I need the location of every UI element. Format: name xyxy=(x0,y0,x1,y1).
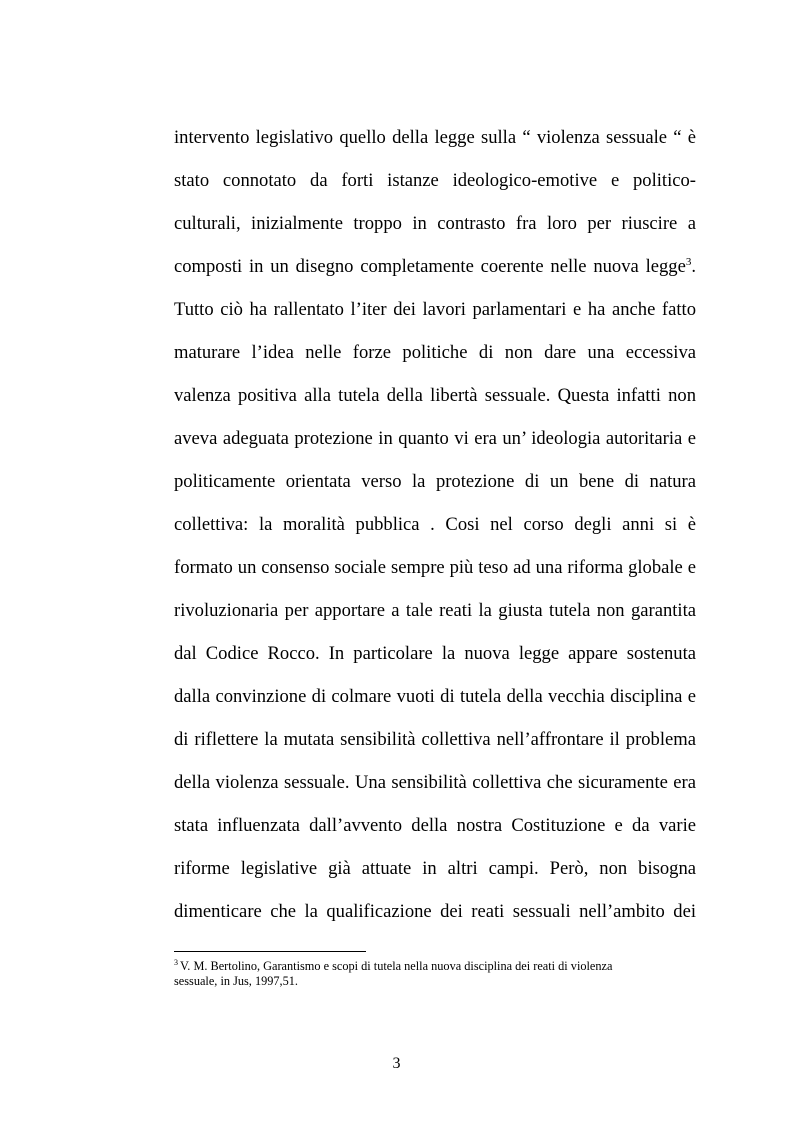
footnote xyxy=(174,959,674,989)
text-line: riforme legislative già attuate in altri campi. Però, non bisogna xyxy=(174,858,696,879)
text-line-with-footnote-ref xyxy=(174,255,696,279)
footnote-marker: 3 xyxy=(174,958,178,967)
text-line: di riflettere la mutata sensibilità collettiva nell’affrontare il problema xyxy=(174,729,696,750)
text-line: stata influenzata dall’avvento della nostra Costituzione e da varie xyxy=(174,815,696,836)
footnote-text: V. M. Bertolino, Garantismo e scopi di tutela nella nuova disciplina dei reati di violenza xyxy=(180,959,613,973)
text-line: aveva adeguata protezione in quanto vi era un’ ideologia autoritaria e xyxy=(174,428,696,449)
text-line: collettiva: la moralità pubblica . Cosi nel corso degli anni si è xyxy=(174,514,696,535)
text-line: dimenticare che la qualificazione dei reati sessuali nell’ambito dei xyxy=(174,901,696,922)
text-line: maturare l’idea nelle forze politiche di non dare una eccessiva xyxy=(174,342,696,363)
page-number: 3 xyxy=(392,1055,401,1072)
text-line: culturali, inizialmente troppo in contrasto fra loro per riuscire a xyxy=(174,213,696,234)
text-line-content: composti in un disegno completamente coerente nelle nuova legge xyxy=(174,256,686,277)
footnote-line: sessuale, in Jus, 1997,51. xyxy=(174,974,298,988)
text-line: Tutto ciò ha rallentato l’iter dei lavori parlamentari e ha anche fatto xyxy=(174,299,696,320)
footnote-reference[interactable]: 3 xyxy=(685,256,692,268)
text-line: intervento legislativo quello della legge sulla “ violenza sessuale “ è xyxy=(174,127,696,148)
text-line: dalla convinzione di colmare vuoti di tutela della vecchia disciplina e xyxy=(174,686,696,707)
text-line: dal Codice Rocco. In particolare la nuova legge appare sostenuta xyxy=(174,643,696,664)
text-line: formato un consenso sociale sempre più teso ad una riforma globale e xyxy=(174,557,696,578)
text-line: stato connotato da forti istanze ideologico-emotive e politico- xyxy=(174,170,696,191)
text-line: rivoluzionaria per apportare a tale reati la giusta tutela non garantita xyxy=(174,600,696,621)
text-line: valenza positiva alla tutela della libertà sessuale. Questa infatti non xyxy=(174,385,696,406)
text-line-end: . xyxy=(691,256,696,277)
text-line: della violenza sessuale. Una sensibilità collettiva che sicuramente era xyxy=(174,772,696,793)
text-line: politicamente orientata verso la protezione di un bene di natura xyxy=(174,471,696,492)
footnote-separator xyxy=(174,951,366,952)
footnote-line xyxy=(174,959,674,974)
